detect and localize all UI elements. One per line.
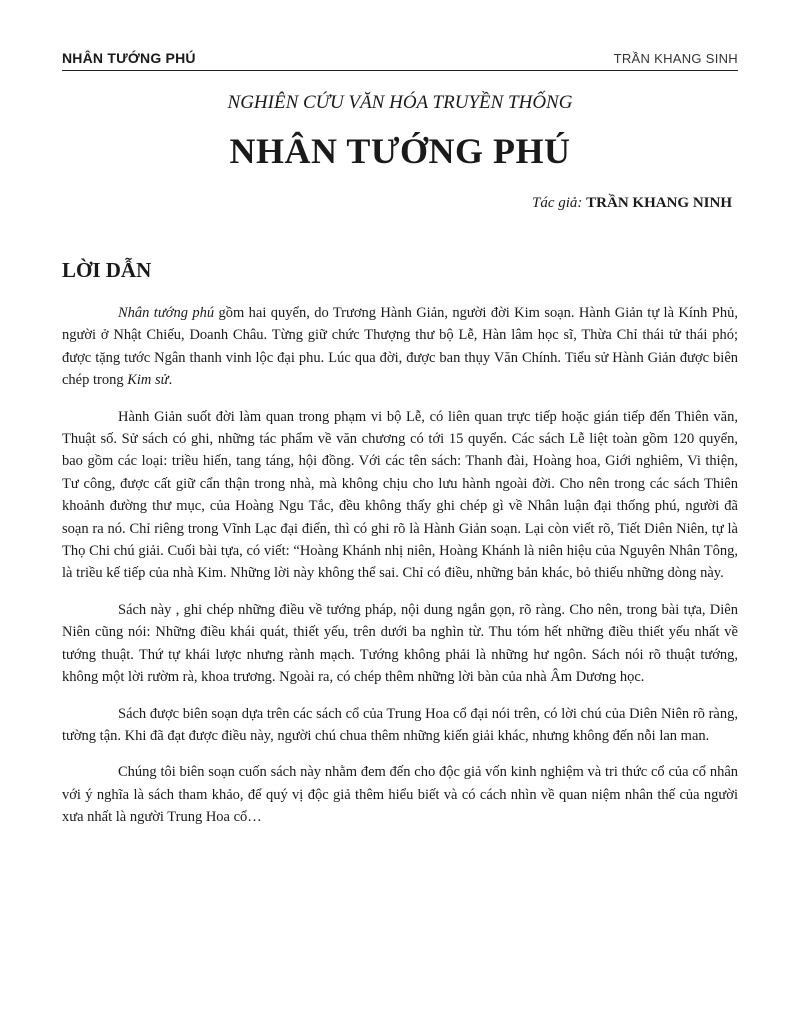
paragraph-4: Sách được biên soạn dựa trên các sách cổ của Trung Hoa cổ đại nói trên, có lời chú của Diên Niên rõ ràng, tường tận. Khi đã đạt được điều này, người chú chua thêm những kiến giải khác, nhưng không đến nỗi lan man. (62, 705, 738, 744)
paragraph-1 (62, 302, 738, 392)
paragraph-1-italic: Nhân tướng phú (118, 305, 215, 321)
paragraph-1-text-b: . (168, 372, 173, 389)
paragraph-5: Chúng tôi biên soạn cuốn sách này nhằm đem đến cho độc giả vốn kinh nghiệm và tri thức cổ của cổ nhân với ý nghĩa là sách tham khảo, để quý vị độc giả thêm hiểu biết và có cách nhìn về quan niệm nhân thế của người xưa nhất là người Trung Hoa cổ… (62, 764, 738, 826)
paragraph-2: Hành Giản suốt đời làm quan trong phạm vi bộ Lễ, có liên quan trực tiếp hoặc gián tiếp đến Thiên văn, Thuật số. Sử sách có ghi, những tác phẩm về văn chương có tới 15 quyển. Các sách Lễ liệt toàn gồm 120 quyển, bao gồm các loại: triều hiến, tang táng, hội đồng. Với các tên sách: Thanh đài, Hoàng hoa, Giới nghiêm, Vi thiện, Tư công, được cất giữ cẩn thận trong nhà, mà không chịu cho lưu hành ngoài đời. Cho nên trong các sách Thiên khoảnh đường thư mục, của Hoàng Ngu Tắc, đều không thấy ghi chép gì về Nhân luận đại thống phú, người đã soạn ra nó. Chỉ riêng trong Vĩnh Lạc đại điển, thì có ghi rõ là Hành Giản soạn. Lại còn viết rõ, Tiết Diên Niên, tự là Thọ Chi chú giải. Cuối bài tựa, có viết: “Hoàng Khánh nhị niên, Hoàng Khánh là niên hiệu của Nguyên Nhân Tông, là triều kế tiếp của nhà Kim. Những lời này không thể sai. Chỉ có điều, những bản khác, bỏ thiếu những dòng này. (62, 408, 738, 582)
series-title: NGHIÊN CỨU VĂN HÓA TRUYỀN THỐNG (227, 92, 573, 113)
author-name: TRẦN KHANG NINH (586, 195, 732, 211)
paragraph-1-text-a: gồm hai quyển, do Trương Hành Giản, người đời Kim soạn. Hành Giản tự là Kính Phủ, người ở Nhật Chiếu, Doanh Châu. Từng giữ chức Thượng thư bộ Lễ, Hàn lâm học sĩ, Thừa Chỉ thái tử thái phó; được tặng tước Ngân thanh vinh lộc đại phu. Lúc qua đời, được ban thụy Văn Chính. Tiểu sử Hành Giản được biên chép trong (62, 305, 738, 389)
section-heading: LỜI DẪN (62, 258, 152, 282)
book-title: NHÂN TƯỚNG PHÚ (229, 131, 571, 171)
running-header (62, 42, 738, 71)
paragraph-1-italic-2: Kim sử (127, 372, 169, 389)
header-book-title: NHÂN TƯỚNG PHÚ (62, 50, 196, 66)
paragraph-3: Sách này , ghi chép những điều về tướng pháp, nội dung ngắn gọn, rõ ràng. Cho nên, trong bài tựa, Diên Niên cũng nói: Những điều khái quát, thiết yếu, trên dưới ba nghìn từ. Thu tóm hết những điều thiết yếu nhất về tướng thuật. Thứ tự khái lược nhưng rành mạch. Tướng không phải là những hư ngôn. Sách nói rõ thuật tướng, không một lời rườm rà, khoa trương. Ngoài ra, có chép thêm những lời bàn của nhà Âm Dương học. (62, 601, 738, 686)
body-text (62, 302, 738, 843)
header-author: TRẦN KHANG SINH (613, 51, 738, 66)
author-line (532, 195, 732, 212)
author-label: Tác giả: (531, 195, 583, 211)
